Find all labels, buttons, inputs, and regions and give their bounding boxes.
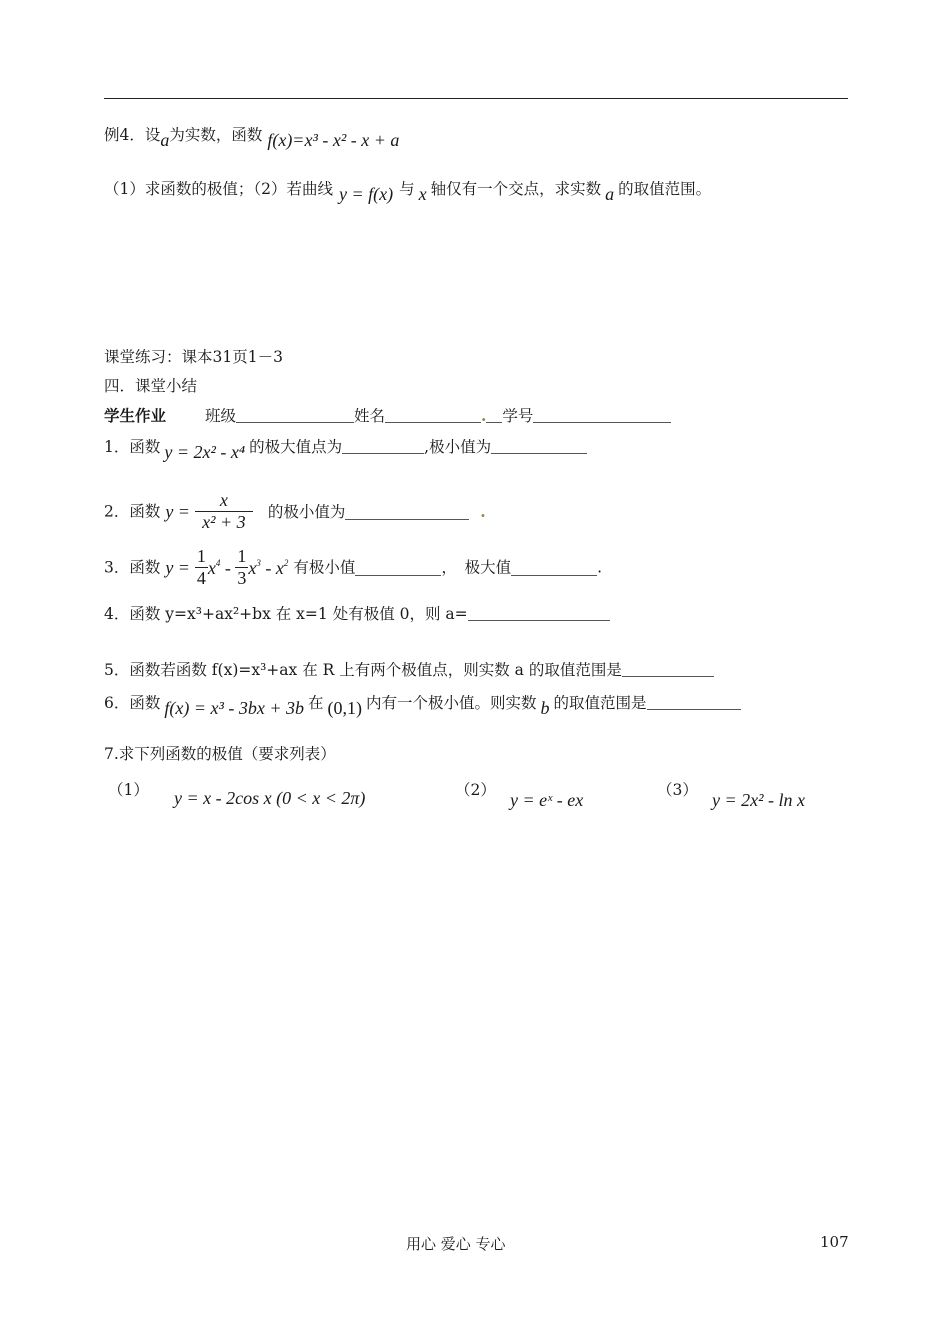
q1-min-value-blank[interactable] (491, 437, 587, 454)
class-label: 班级 (204, 407, 236, 425)
name-label: 姓名 (353, 407, 385, 425)
var-b: b (540, 698, 550, 718)
q1-formula: y = 2x² - x⁴ (164, 442, 246, 462)
homework-header (104, 404, 671, 428)
question-2: 2．函数 y = $\frac{x}{\text{x² + 3}}$ 的极小值为 . (104, 490, 486, 532)
q7-item-2-formula: y = eˣ - ex (510, 790, 584, 810)
question-5: 5．函数若函数 f(x)=x³+ax 在 R 上有两个极值点，则实数 a 的取值范围是 (104, 658, 714, 682)
q3-min-blank[interactable] (355, 559, 441, 576)
example-4-formula: f(x)=x³ - x² - x + a (267, 130, 400, 150)
question-6: 6．函数 f(x) = x³ - 3bx + 3b 在 (0,1) 内有一个极小值。则实数 b 的取值范围是 (104, 690, 741, 715)
q2-fraction: $\frac{x}{\text{x² + 3}}$ (195, 490, 253, 533)
var-x: x (418, 184, 427, 204)
q7-item-1-formula: y = x - 2cos x (0 < x < 2π) (174, 788, 366, 808)
example-4-questions: （1）求函数的极值；（2）若曲线 y = f(x) 与 x 轴仅有一个交点，求实数 a 的取值范围。 (104, 180, 712, 204)
page-number: 107 (820, 1233, 849, 1251)
id-label: 学号 (502, 407, 534, 425)
q2-min-value-blank[interactable] (345, 503, 469, 520)
q4-answer-blank[interactable] (468, 604, 610, 621)
q7-item-3-num: （3） (657, 781, 698, 799)
q3-fraction-2: $\frac{1}{3}$ (237, 546, 247, 588)
q6-formula: f(x) = x³ - 3bx + 3b (164, 698, 305, 718)
question-7-title: 7.求下列函数的极值（要求列表） (104, 745, 336, 763)
var-a: a (160, 130, 170, 150)
name-field[interactable] (385, 406, 481, 423)
section-summary: 四．课堂小结 (104, 377, 198, 395)
q3-fraction-1: $\frac{1}{4}$ (196, 546, 206, 588)
q6-interval: (0,1) (327, 698, 363, 718)
q3-max-blank[interactable] (511, 559, 597, 576)
footer-motto: 用心 爱心 专心 (406, 1235, 506, 1253)
header-rule (104, 98, 848, 99)
curve-formula: y = f(x) (338, 184, 394, 204)
homework-title: 学生作业 (104, 407, 167, 425)
example-4-line: 例4．设a为实数，函数 f(x)=x³ - x² - x + a (104, 126, 400, 150)
id-field[interactable] (533, 406, 671, 423)
question-4: 4．函数 y=x³+ax²+bx 在 x=1 处有极值 0，则 a= (104, 602, 610, 626)
q7-item-1-num: （1） (108, 781, 149, 799)
classroom-practice: 课堂练习：课本31页1－3 (104, 348, 283, 366)
q7-item-3-formula: y = 2x² - ln x (712, 790, 806, 810)
q1-max-point-blank[interactable] (342, 437, 424, 454)
question-1: 1．函数 y = 2x² - x⁴ 的极大值点为 ,极小值为 (104, 434, 587, 459)
q5-answer-blank[interactable] (622, 660, 714, 677)
var-a-2: a (605, 184, 615, 204)
q7-item-2-num: （2） (455, 781, 496, 799)
question-3: 3．函数 y = $\frac{1}{4}$ $x^4$ - $\frac{1}{3}$ $x^3 - x^2$ 有极小值 ， 极大值 . (104, 546, 603, 588)
stray-mark: . (480, 406, 487, 425)
class-field[interactable] (236, 406, 354, 423)
q6-answer-blank[interactable] (647, 693, 741, 710)
